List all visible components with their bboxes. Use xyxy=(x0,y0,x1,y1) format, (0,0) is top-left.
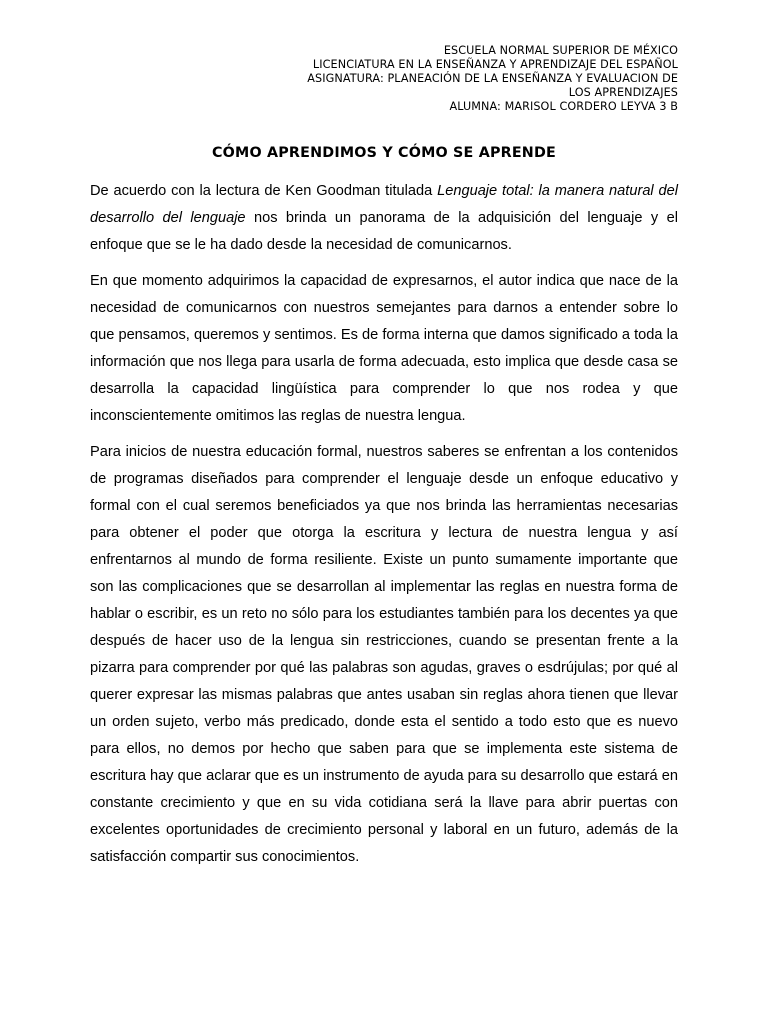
paragraph-1 xyxy=(90,178,678,259)
document-header xyxy=(258,44,678,114)
paragraph-3: Para inicios de nuestra educación formal, nuestros saberes se enfrentan a los contenidos de programas diseñados para comprender el lenguaje desde un enfoque educativo y formal con el cual seremos beneficiados ya que nos brinda las herramientas necesarias para obtener el poder que otorga la escritura y lectura de nuestra lengua y así enfrentarnos al mundo de forma resiliente. Existe un punto sumamente importante que son las complicaciones que se desarrollan al implementar las reglas en nuestra forma de hablar o escribir, es un reto no sólo para los estudiantes también para los decentes ya que después de hacer uso de la lengua sin restricciones, cuando se presentan frente a la pizarra para comprender por qué las palabras son agudas, graves o esdrújulas; por qué al querer expresar las mismas palabras que antes usaban sin reglas ahora tienen que llevar un orden sujeto, verbo más predicado, donde esta el sentido a todo esto que es nuevo para ellos, no demos por hecho que saben para que se implementa este sistema de escritura hay que aclarar que es un instrumento de ayuda para su desarrollo que estará en constante crecimiento y que en su vida cotidiana será la llave para abrir puertas con excelentes oportunidades de crecimiento personal y laboral en un futuro, además de la satisfacción compartir sus conocimientos. xyxy=(90,444,678,865)
book-title: Lenguaje total: la manera natural del desarrollo del lenguaje xyxy=(90,183,678,226)
header-line-subject: ASIGNATURA: PLANEACIÓN DE LA ENSEÑANZA Y EVALUACION DE xyxy=(307,72,678,85)
header-line-student: ALUMNA: MARISOL CORDERO LEYVA 3 B xyxy=(449,100,678,113)
document-body xyxy=(90,178,678,880)
header-line-subject-cont: LOS APRENDIZAJES xyxy=(568,86,678,99)
paragraph-1-end: nos brinda un panorama de la adquisición del lenguaje y el enfoque que se le ha dado desde la necesidad de comunicarnos. xyxy=(90,210,678,253)
paragraph-1-start: De acuerdo con la lectura de Ken Goodman titulada xyxy=(90,183,438,199)
paragraph-2: En que momento adquirimos la capacidad de expresarnos, el autor indica que nace de la necesidad de comunicarnos con nuestros semejantes para darnos a entender sobre lo que pensamos, queremos y sentimos. Es de forma interna que damos significado a toda la información que nos llega para usarla de forma adecuada, esto implica que desde casa se desarrolla la capacidad lingüística para comprender lo que nos rodea y que inconscientemente omitimos las reglas de nuestra lengua. xyxy=(90,273,678,424)
header-line-school: ESCUELA NORMAL SUPERIOR DE MÉXICO xyxy=(443,44,678,57)
document-title: CÓMO APRENDIMOS Y CÓMO SE APRENDE xyxy=(211,145,557,161)
header-line-degree: LICENCIATURA EN LA ENSEÑANZA Y APRENDIZAJE DEL ESPAÑOL xyxy=(312,58,678,71)
